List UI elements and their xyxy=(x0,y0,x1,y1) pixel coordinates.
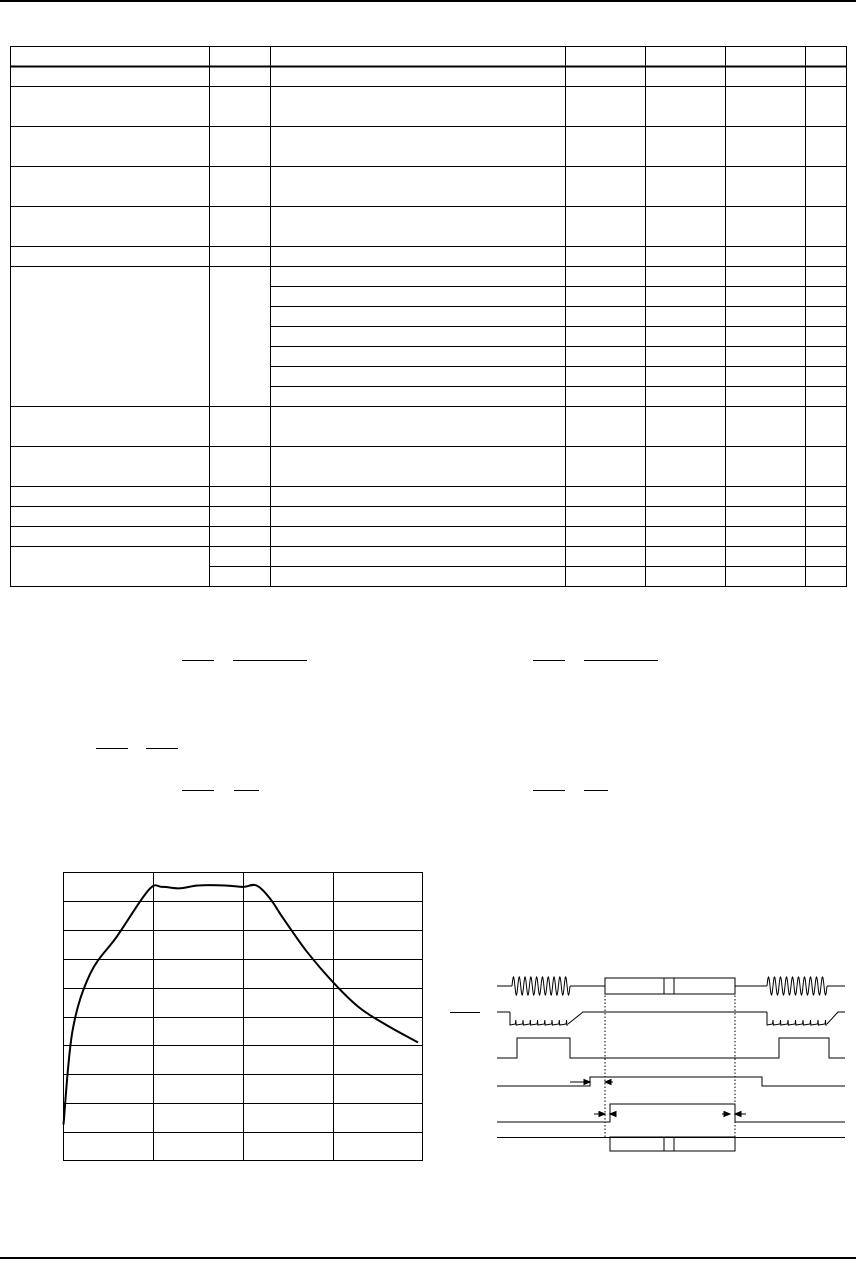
equations xyxy=(96,661,658,791)
chart-grid xyxy=(64,873,423,1161)
ripple-left xyxy=(510,1012,568,1025)
ripple-right xyxy=(767,1012,827,1025)
spec-table xyxy=(10,46,847,587)
timing-diagram xyxy=(450,977,845,1151)
bottom-rule xyxy=(0,1257,856,1259)
chart-series-line-1 xyxy=(64,885,419,1125)
timing-signal-2-end xyxy=(827,1012,845,1024)
timing-arrow-setup xyxy=(570,1080,613,1085)
timing-output-window xyxy=(610,1137,735,1151)
response-chart xyxy=(64,873,423,1161)
oscillation-burst-left xyxy=(512,977,570,995)
timing-signal-5 xyxy=(497,1104,845,1122)
timing-arrow-hold-right xyxy=(722,1112,746,1117)
timing-data-window xyxy=(605,978,735,994)
timing-signal-2-mid xyxy=(568,1012,767,1024)
spec-table-frame xyxy=(11,47,847,587)
chart-marks xyxy=(64,885,419,1125)
oscillation-burst-right xyxy=(767,977,827,995)
timing-signal-4 xyxy=(497,1077,845,1086)
timing-signal-3 xyxy=(497,1038,845,1058)
